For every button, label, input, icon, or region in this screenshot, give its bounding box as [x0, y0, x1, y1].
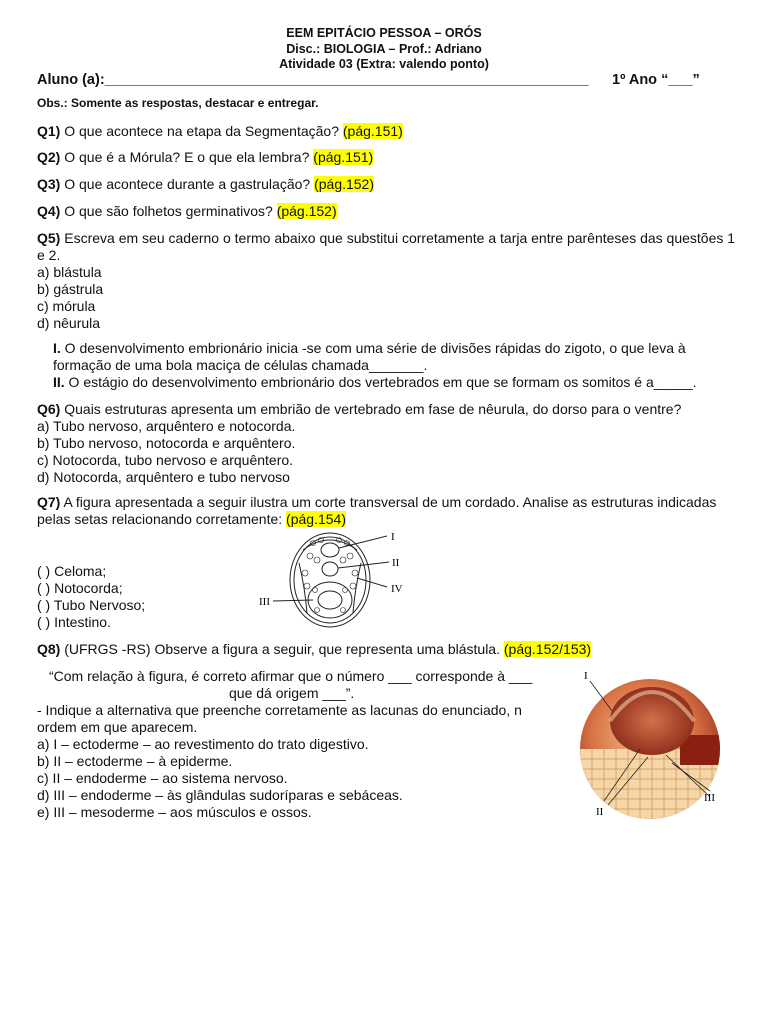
q5-item-1-line1: O desenvolvimento embrionário inicia -se com uma série de divisões rápidas do zigoto, o que leva à: [60, 340, 686, 356]
q1-page-ref: (pág.151): [342, 123, 403, 139]
q5-option-a: a) blástula: [37, 264, 102, 280]
q7-text-line2: pelas setas relacionando corretamente:: [37, 511, 287, 527]
blastula-figure: [570, 665, 730, 825]
q5-item-2-number: II.: [53, 374, 65, 390]
q4-text: O que são folhetos germinativos?: [60, 203, 277, 219]
q8-number: Q8): [37, 641, 61, 657]
q4-number: Q4): [37, 203, 61, 219]
question-7: [37, 494, 716, 528]
q7-page-ref: (pág.154): [286, 511, 346, 527]
question-3: [37, 176, 374, 193]
q6-option-a: a) Tubo nervoso, arquêntero e notocorda.: [37, 418, 296, 434]
q6-option-c: c) Notocorda, tubo nervoso e arquêntero.: [37, 452, 294, 468]
q8-instruction-line1: - Indique a alternativa que preenche corretamente as lacunas do enunciado, n: [37, 702, 522, 718]
q5-item-2-line1: O estágio do desenvolvimento embrionário dos vertebrados em que se formam os somitos é a_____.: [64, 374, 697, 390]
q8-figure-label-I: I: [584, 670, 588, 682]
q7-figure-label-I: I: [391, 531, 395, 543]
school-name: EEM EPITÁCIO PESSOA – ORÓS: [286, 26, 482, 40]
q1-text: O que acontece na etapa da Segmentação?: [60, 123, 343, 139]
q5-statements: [53, 340, 697, 391]
activity-title: Atividade 03 (Extra: valendo ponto): [279, 57, 489, 71]
q4-page-ref: (pág.152): [276, 203, 337, 219]
q2-text: O que é a Mórula? E o que ela lembra?: [60, 149, 314, 165]
q5-item-1-line2: formação de uma bola maciça de células chamada_______.: [53, 357, 428, 373]
question-1: [37, 123, 403, 140]
q5-number: Q5): [37, 230, 61, 246]
q8-figure-label-III: III: [704, 792, 715, 804]
chordate-cross-section-figure: [255, 528, 415, 633]
question-5: [37, 230, 735, 332]
q8-figure-label-II: II: [596, 806, 604, 818]
q5-option-c: c) mórula: [37, 298, 96, 314]
q2-number: Q2): [37, 149, 61, 165]
student-name-line: [37, 72, 589, 88]
q8-quote-line1: “Com relação à figura, é correto afirmar que o número ___ corresponde à ___: [49, 668, 533, 684]
q6-option-b: b) Tubo nervoso, notocorda e arquêntero.: [37, 435, 296, 451]
q3-number: Q3): [37, 176, 61, 192]
q6-number: Q6): [37, 401, 61, 417]
q7-option-celoma: ( ) Celoma;: [37, 563, 107, 579]
obs-note: Obs.: Somente as respostas, destacar e entregar.: [37, 96, 319, 110]
q3-page-ref: (pág.152): [314, 176, 375, 192]
q5-option-b: b) gástrula: [37, 281, 104, 297]
q7-option-notocorda: ( ) Notocorda;: [37, 580, 123, 596]
q8-page-ref: (pág.152/153): [503, 641, 592, 657]
q7-option-intestino: ( ) Intestino.: [37, 614, 111, 630]
grade-label: 1º Ano “___”: [612, 72, 700, 88]
q5-item-1-number: I.: [53, 340, 61, 356]
discipline-line: Disc.: BIOLOGIA – Prof.: Adriano: [286, 41, 482, 56]
q7-option-tubo-nervoso: ( ) Tubo Nervoso;: [37, 597, 146, 613]
q8-option-e: e) III – mesoderme – aos músculos e ossos.: [37, 804, 312, 820]
q7-number: Q7): [37, 494, 61, 510]
q8-text: (UFRGS -RS) Observe a figura a seguir, que representa uma blástula.: [60, 641, 504, 657]
q3-text: O que acontece durante a gastrulação?: [60, 176, 315, 192]
question-2: [37, 149, 373, 166]
student-name-label: Aluno (a):____________________________________________________________: [37, 72, 589, 88]
question-8: [37, 641, 591, 658]
q5-option-d: d) nêurula: [37, 315, 101, 331]
q8-instruction-line2: ordem em que aparecem.: [37, 719, 198, 735]
q1-number: Q1): [37, 123, 61, 139]
q7-figure-label-III: III: [259, 596, 270, 608]
q8-instructions: [37, 702, 522, 821]
question-6: [37, 401, 681, 486]
q5-text-line2: e 2.: [37, 247, 61, 263]
q8-option-c: c) II – endoderme – ao sistema nervoso.: [37, 770, 288, 786]
q7-text-line1: A figura apresentada a seguir ilustra um corte transversal de um cordado. Analise as estruturas indicadas: [60, 494, 717, 510]
question-4: [37, 203, 337, 220]
q7-figure-label-IV: IV: [391, 583, 403, 595]
q7-options: [37, 563, 145, 631]
q8-option-d: d) III – endoderme – às glândulas sudoríparas e sebáceas.: [37, 787, 403, 803]
document-header: [0, 26, 768, 73]
q2-page-ref: (pág.151): [313, 149, 374, 165]
q8-option-b: b) II – ectoderme – à epiderme.: [37, 753, 233, 769]
q6-option-d: d) Notocorda, arquêntero e tubo nervoso: [37, 469, 290, 485]
q7-figure-label-II: II: [392, 557, 400, 569]
q5-text-line1: Escreva em seu caderno o termo abaixo que substitui corretamente a tarja entre parênteses das questões 1: [60, 230, 736, 246]
q8-quote-line2: que dá origem ___”.: [229, 685, 355, 701]
q6-text: Quais estruturas apresenta um embrião de vertebrado em fase de nêurula, do dorso para o ventre?: [60, 401, 682, 417]
q8-option-a: a) I – ectoderme – ao revestimento do trato digestivo.: [37, 736, 369, 752]
